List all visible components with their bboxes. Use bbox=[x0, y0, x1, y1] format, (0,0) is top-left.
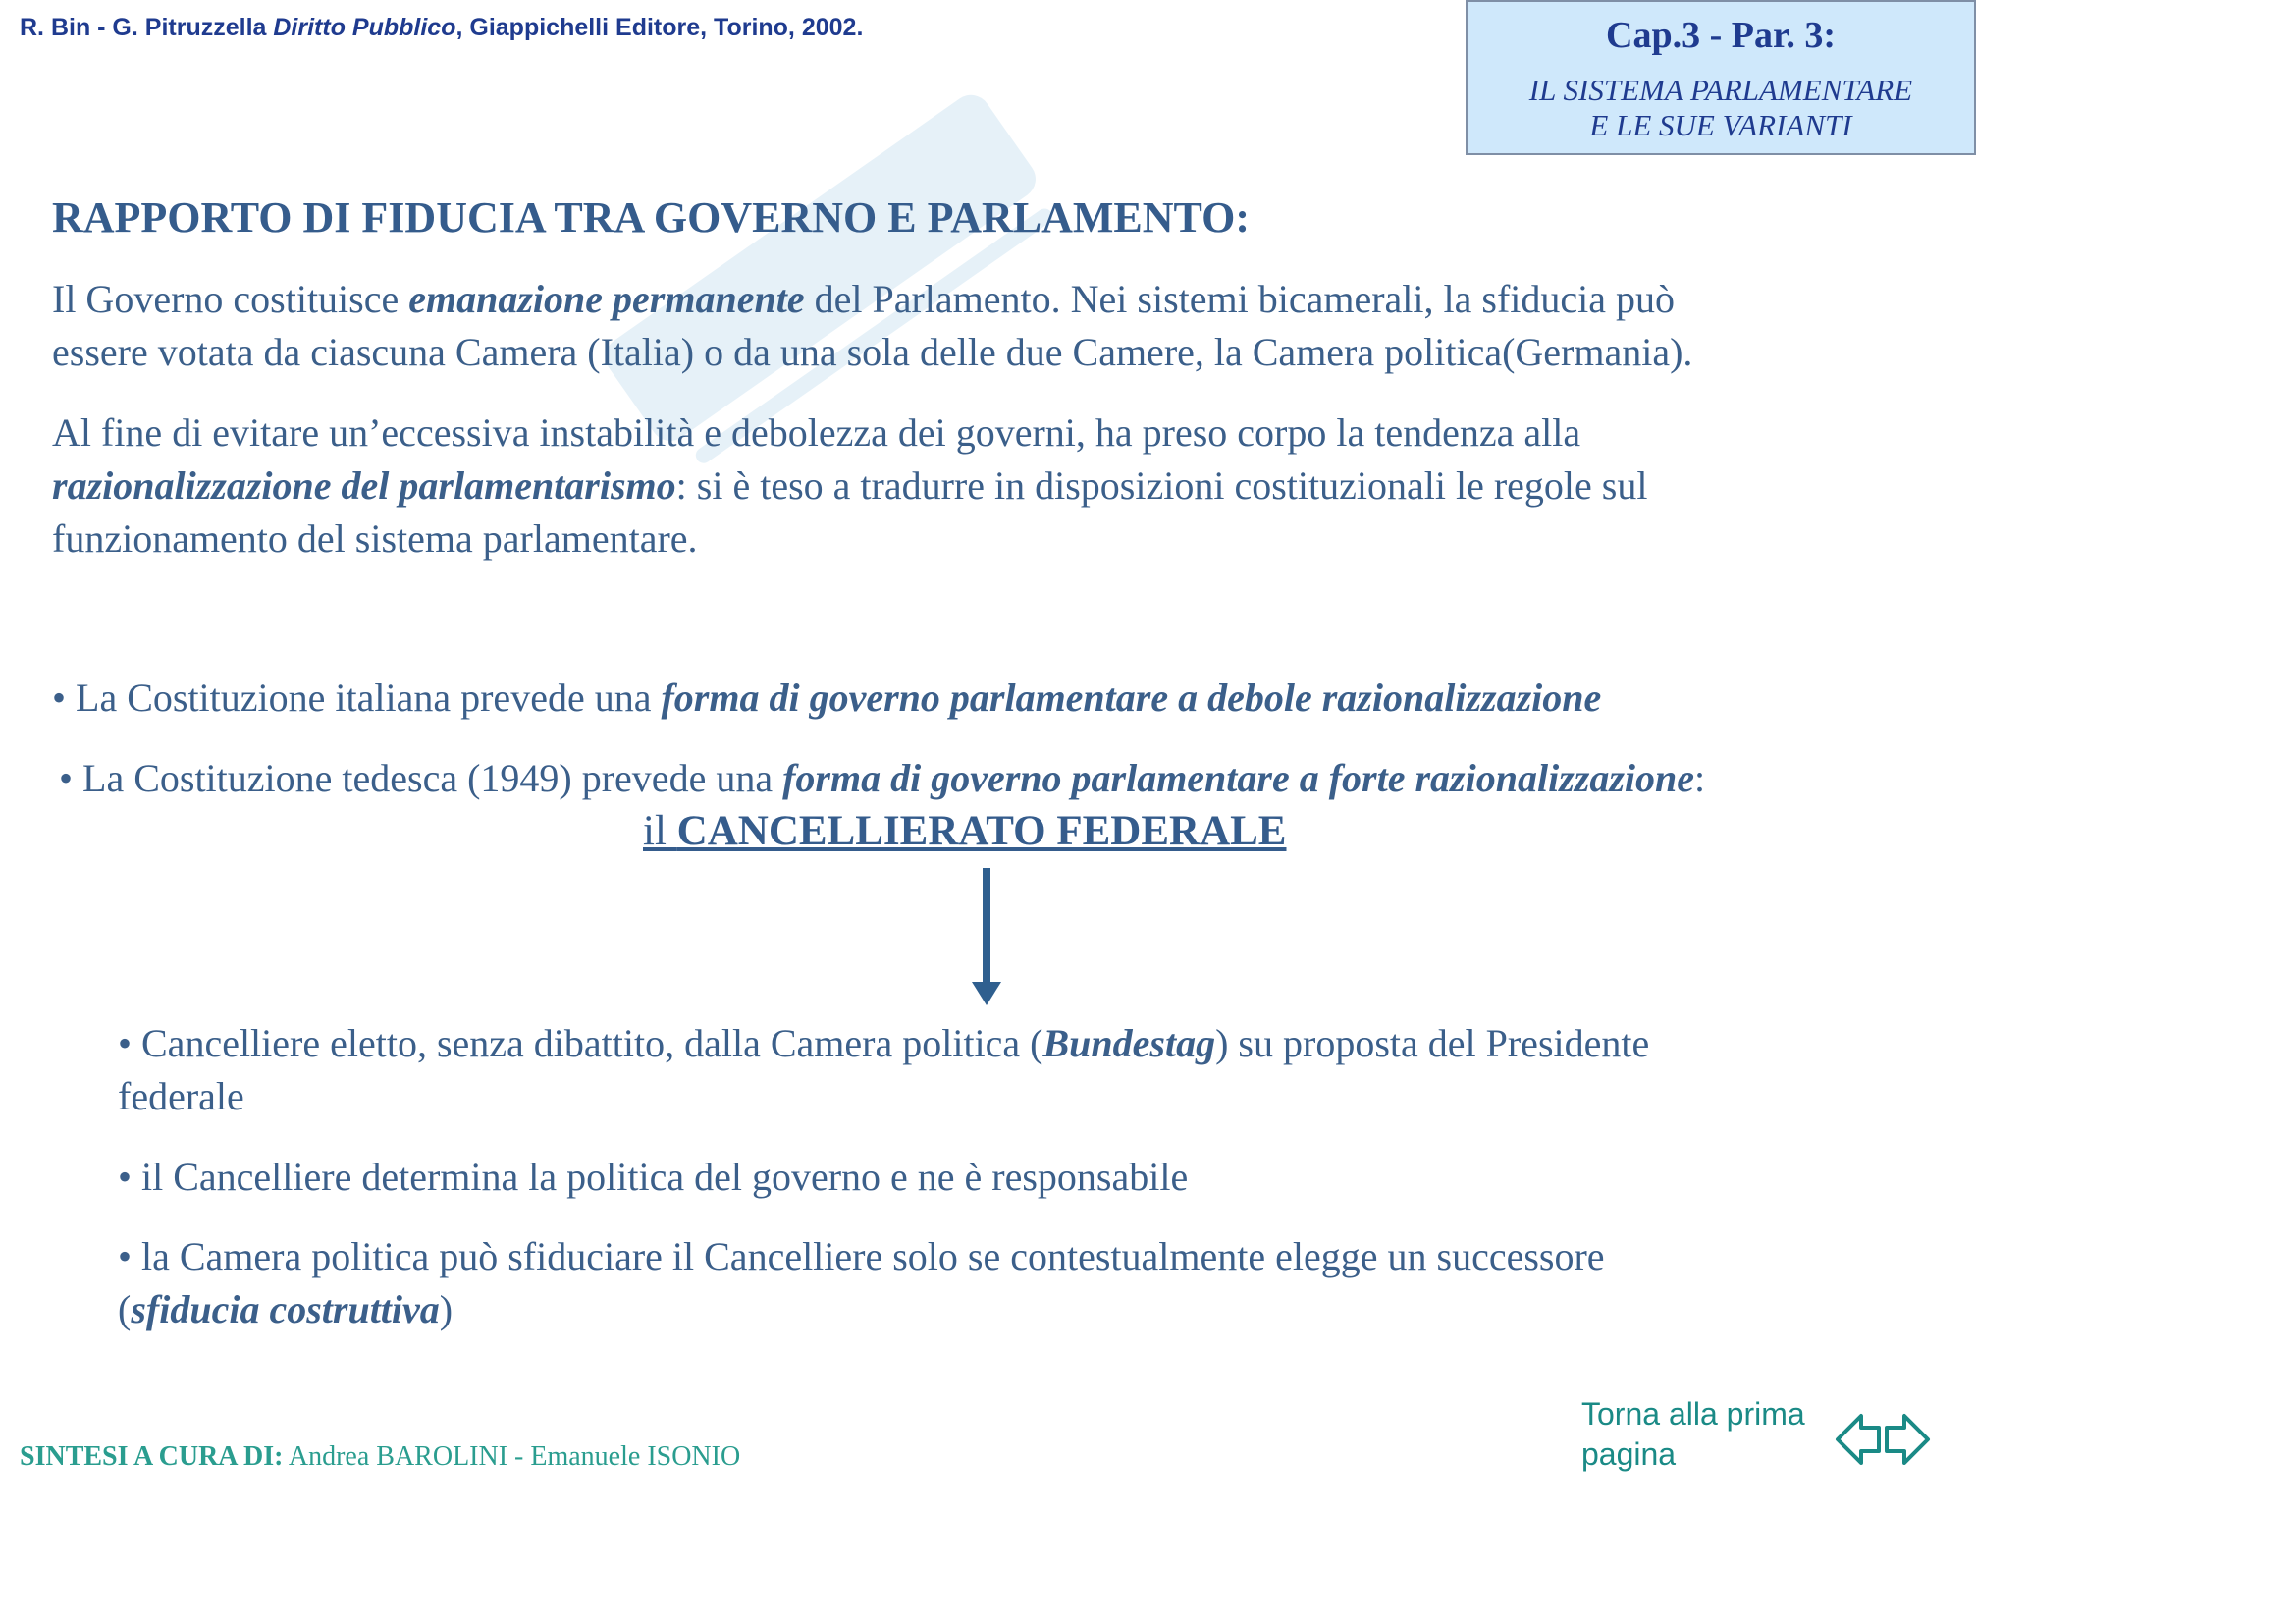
para1-text-b: del Parlamento. Nei sistemi bicamerali, la sfiducia può bbox=[804, 277, 1675, 321]
back-link-line2: pagina bbox=[1581, 1436, 1677, 1472]
bullet-germany bbox=[59, 752, 1705, 805]
citation-authors: R. Bin - G. Pitruzzella bbox=[20, 14, 274, 41]
sub1-text-b: ) su proposta del Presidente bbox=[1215, 1021, 1650, 1065]
footer-authors: Andrea BAROLINI - Emanuele ISONIO bbox=[283, 1441, 741, 1472]
para1-text-a: Il Governo costituisce bbox=[52, 277, 409, 321]
footer-label: SINTESI A CURA DI: bbox=[20, 1441, 284, 1472]
paragraph-rationalization bbox=[52, 406, 1647, 566]
bullet2-colon: : bbox=[1694, 756, 1706, 800]
bullet2-emphasis: forma di governo parlamentare a forte razionalizzazione bbox=[782, 756, 1695, 800]
sub-bullet-policy: • il Cancelliere determina la politica del governo e ne è responsabile bbox=[118, 1155, 1189, 1199]
footer-credits bbox=[20, 1441, 740, 1473]
sub3-paren-close: ) bbox=[439, 1287, 454, 1331]
chancellery-strong: CANCELLIERATO FEDERALE bbox=[676, 808, 1287, 854]
sub3-paren-open: ( bbox=[118, 1287, 132, 1331]
arrow-left-icon[interactable] bbox=[1838, 1416, 1879, 1463]
back-to-first-page-link[interactable] bbox=[1581, 1394, 1837, 1475]
back-link-line1: Torna alla prima bbox=[1581, 1396, 1805, 1432]
sub3-line1: • la Camera politica può sfiduciare il Cancelliere solo se contestualmente elegge un successore bbox=[118, 1234, 1605, 1278]
sub3-emphasis: sfiducia costruttiva bbox=[131, 1287, 440, 1331]
arrow-right-icon[interactable] bbox=[1887, 1416, 1928, 1463]
paragraph-government bbox=[52, 273, 1692, 379]
para2-line3: funzionamento del sistema parlamentare. bbox=[52, 516, 698, 561]
sub1-emphasis: Bundestag bbox=[1042, 1021, 1216, 1065]
para2-emphasis: razionalizzazione del parlamentarismo bbox=[52, 463, 676, 508]
chapter-title: Cap.3 - Par. 3: bbox=[1606, 15, 1836, 56]
para2-text-b: : si è teso a tradurre in disposizioni costituzionali le regole sul bbox=[675, 463, 1648, 508]
arrow-down-icon bbox=[972, 868, 1001, 1005]
chancellery-prefix: il bbox=[643, 808, 677, 854]
bullet-italy bbox=[52, 672, 1601, 725]
para2-line1: Al fine di evitare un’eccessiva instabilità e debolezza dei governi, ha preso corpo la tendenza alla bbox=[52, 410, 1581, 455]
sub-bullet-election bbox=[118, 1017, 1649, 1123]
sub-bullet-constructive-no-confidence bbox=[118, 1230, 1605, 1336]
para1-line2: essere votata da ciascuna Camera (Italia) o da una sola delle due Camere, la Camera politica(Germania). bbox=[52, 330, 1693, 374]
section-heading: RAPPORTO DI FIDUCIA TRA GOVERNO E PARLAMENTO: bbox=[52, 193, 1250, 242]
chapter-subtitle-line2: E LE SUE VARIANTI bbox=[1589, 108, 1852, 142]
bullet1-emphasis: forma di governo parlamentare a debole razionalizzazione bbox=[661, 676, 1602, 720]
citation-work: Diritto Pubblico bbox=[273, 14, 456, 41]
sub1-line2: federale bbox=[118, 1074, 244, 1118]
chapter-box bbox=[1466, 0, 1976, 155]
para1-emphasis: emanazione permanente bbox=[408, 277, 805, 321]
bullet1-text: • La Costituzione italiana prevede una bbox=[52, 676, 662, 720]
sub1-text-a: • Cancelliere eletto, senza dibattito, dalla Camera politica ( bbox=[118, 1021, 1043, 1065]
source-citation bbox=[20, 14, 863, 42]
chapter-subtitle-line1: IL SISTEMA PARLAMENTARE bbox=[1528, 73, 1913, 107]
nav-arrows bbox=[1834, 1410, 1932, 1474]
bullet2-text: • La Costituzione tedesca (1949) prevede una bbox=[59, 756, 783, 800]
chancellery-title bbox=[643, 805, 1287, 858]
chapter-subtitle bbox=[1468, 73, 1974, 143]
citation-publisher: , Giappichelli Editore, Torino, 2002. bbox=[455, 14, 864, 41]
